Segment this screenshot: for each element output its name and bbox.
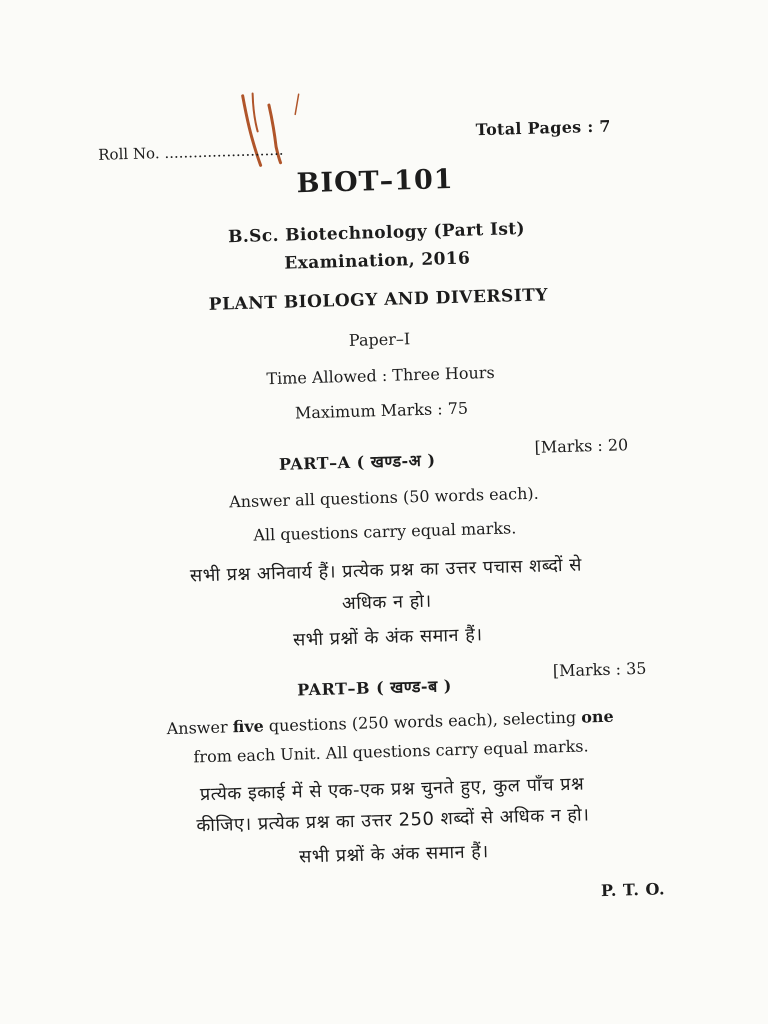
instruction-text: Answer: [166, 717, 233, 739]
part-b-marks: [Marks : 35: [552, 658, 647, 681]
part-a-hindi-equal-marks: सभी प्रश्नों के अंक समान हैं।: [292, 624, 483, 651]
part-a-heading: PART–A ( खण्ड-अ ): [278, 450, 436, 474]
subject-title: PLANT BIOLOGY AND DIVERSITY: [208, 285, 549, 315]
part-b-hindi-equal-marks: सभी प्रश्नों के अंक समान हैं।: [298, 841, 489, 868]
part-a-instruction: Answer all questions (50 words each).: [228, 483, 539, 512]
part-b-hindi-instruction-cont: कीजिए। प्रत्येक प्रश्न का उत्तर 250 शब्दों से अधिक न हो।: [196, 804, 590, 837]
maximum-marks: Maximum Marks : 75: [294, 398, 469, 423]
emphasis-one: one: [580, 706, 614, 727]
course-code: BIOT–101: [296, 163, 454, 200]
part-b-instruction-cont: from each Unit. All questions carry equal marks.: [193, 736, 589, 767]
part-b-heading: PART–B ( खण्ड-ब ): [297, 676, 453, 700]
time-allowed: Time Allowed : Three Hours: [266, 362, 495, 389]
part-a-equal-marks: All questions carry equal marks.: [253, 518, 517, 545]
roll-no-field: Roll No. .........................: [97, 140, 284, 164]
part-b-hindi-instruction: प्रत्येक इकाई में से एक-एक प्रश्न चुनते हुए, कुल पाँच प्रश्न: [199, 773, 585, 806]
part-a-hindi-instruction: सभी प्रश्न अनिवार्य हैं। प्रत्येक प्रश्न का उत्तर पचास शब्दों से: [189, 554, 583, 587]
part-a-hindi-instruction-cont: अधिक न हो।: [341, 590, 433, 615]
please-turn-over: P. T. O.: [600, 879, 666, 901]
part-a-marks: [Marks : 20: [534, 435, 629, 457]
emphasis-five: five: [232, 716, 265, 737]
total-pages: Total Pages : 7: [475, 116, 612, 140]
degree-line: B.Sc. Biotechnology (Part Ist): [227, 218, 526, 248]
instruction-text: questions (250 words each), selecting: [263, 707, 582, 736]
examination-year: Examinatіon, 2016: [284, 248, 471, 274]
paper-number: Paper–I: [348, 329, 411, 350]
